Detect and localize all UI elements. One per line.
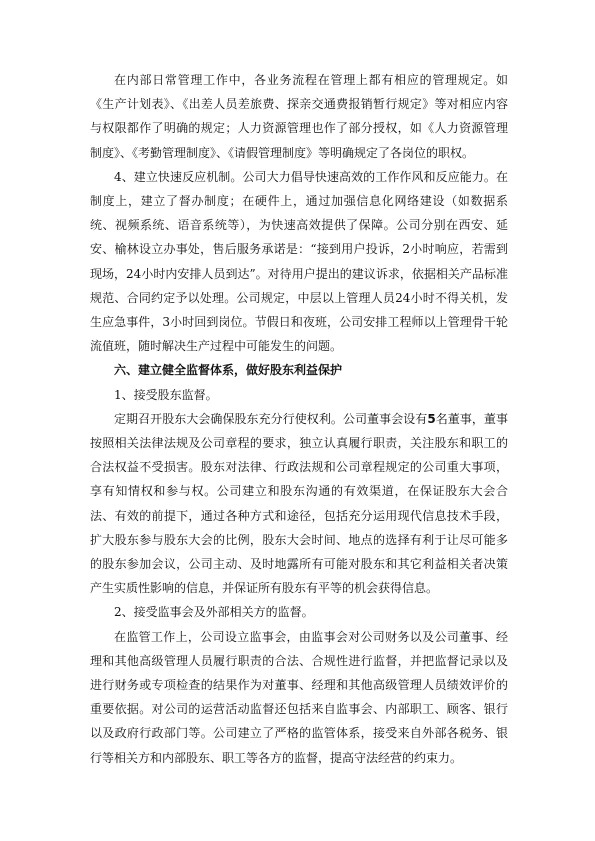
subheading-supervisory-board: 2、接受监事会及外部相关方的监督。 (114, 605, 314, 620)
section-heading: 六、建立健全监督体系，做好股东利益保护 (114, 363, 343, 378)
director-count: 5 (427, 411, 436, 426)
paragraph-rapid-response: 4、建立快速反应机制。公司大力倡导快速高效的工作作风和反应能力。在制度上，建立了督办制度；在硬件上，通过加强信息化网络建设（如数据系统、视频系统、语音系统等），为快速高效提供了保障。公司分别在西安、延安、榆林设立办事处，售后服务承诺是：“接到用户投诉，2小时响应，若需到现场，24小时内安排人员到达”。对待用户提出的建议诉求，依据相关产品标准规范、合同约定予以处理。公司规定，中层以上管理人员24小时不得关机，发生应急事件，3小时回到岗位。节假日和夜班，公司安排工程师以上管理骨干轮流值班，随时解决生产过程中可能发生的问题。 (90, 169, 508, 354)
paragraph-supervision-system: 在监管工作上，公司设立监事会，由监事会对公司财务以及公司董事、经理和其他高级管理人员履行职责的合法、合规性进行监督，并把监督记录以及进行财务或专项检查的结果作为对董事、经理和其他高级管理人员绩效评价的重要依据。对公司的运营活动监督还包括来自监事会、内部职工、顾客、银行以及政府行政部门等。公司建立了严格的监管体系，接受来自外部各税务、银行等相关方和内部股东、职工等各方的监督，提高守法经营的约束力。 (90, 629, 508, 765)
paragraph-text-part: 名董事，董事按照相关法律法规及公司章程的要求，独立认真履行职责，关注股东和职工的合法权益不受损害。股东对法律、行政法规和公司章程规定的公司重大事项，享有知情权和参与权。公司建立和股东沟通的有效渠道，在保证股东大会合法、有效的前提下，通过各种方式和途径，包括充分运用现代信息技术手段，扩大股东参与股东大会的比例，股东大会时间、地点的选择有利于让尽可能多的股东参加会议，公司主动、及时地露所有可能对股东和其它利益相关者决策产生实质性影响的信息，并保证所有股东有平等的机会获得信息。 (90, 411, 508, 596)
subheading-shareholder-supervision: 1、接受股东监督。 (114, 387, 218, 402)
document-page (90, 68, 508, 770)
paragraph-text-part: 定期召开股东大会确保股东充分行使权利。公司董事会设有 (114, 411, 428, 426)
paragraph-internal-management: 在内部日常管理工作中，各业务流程在管理上都有相应的管理规定。如《生产计划表》、《出差人员差旅费、探亲交通费报销暂行规定》等对相应内容与权限都作了明确的规定；人力资源管理也作了部分授权，如《人力资源管理制度》、《考勤管理制度》、《请假管理制度》等明确规定了各岗位的职权。 (90, 73, 508, 160)
paragraph-shareholder-meeting (90, 407, 508, 601)
